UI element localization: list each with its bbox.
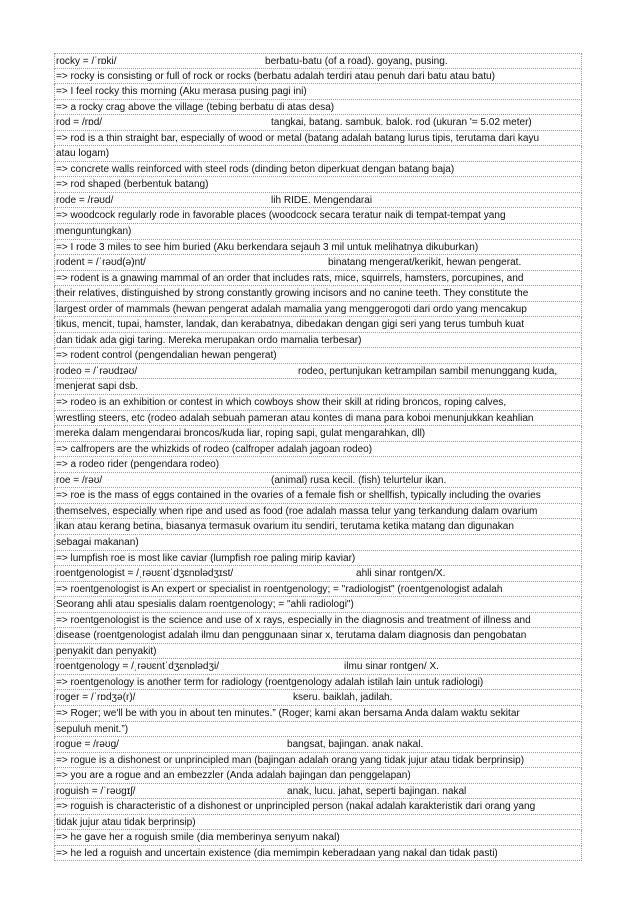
example-line: sepuluh menit.”) bbox=[54, 722, 582, 738]
headword-definition: ahli sinar rontgen/X. bbox=[356, 568, 446, 580]
headword-pronunciation: rodent = /ˈrəʊd(ə)nt/ bbox=[56, 257, 146, 269]
example-line: disease (roentgenologist adalah ilmu dan penggunaan sinar x, terutama dalam diagnosis dan pengobatan bbox=[54, 628, 582, 644]
entry-headword-line bbox=[54, 53, 582, 69]
example-line: themselves, especially when ripe and used as food (roe adalah massa telur yang terkandung dalam ovarium bbox=[54, 504, 582, 520]
example-line: menguntungkan) bbox=[54, 224, 582, 240]
example-line: => you are a rogue and an embezzler (Anda adalah bajingan dan penggelapan) bbox=[54, 768, 582, 784]
entry-headword-line bbox=[54, 193, 582, 209]
example-line: menjerat sapi dsb. bbox=[54, 379, 582, 395]
example-line: tikus, mencit, tupai, hamster, landak, dan kerabatnya, dibedakan dengan gigi seri yang terus tumbuh kuat bbox=[54, 317, 582, 333]
headword-pronunciation: rode = /rəʊd/ bbox=[56, 194, 114, 206]
example-line: tidak jujur atau tidak berprinsip) bbox=[54, 815, 582, 831]
headword-pronunciation: roentgenologist = /ˌrəʊɛntˈdʒɛnɒlədʒɪst/ bbox=[56, 568, 234, 580]
example-line: => rod shaped (berbentuk batang) bbox=[54, 177, 582, 193]
example-line: => I rode 3 miles to see him buried (Aku berkendara sejauh 3 mil untuk melihatnya dikuburkan) bbox=[54, 240, 582, 256]
example-line: mereka dalam mengendarai broncos/kuda liar, roping sapi, gulat mengarahkan, dll) bbox=[54, 426, 582, 442]
headword-pronunciation: rodeo = /ˈrəʊdɪəʊ/ bbox=[56, 365, 138, 377]
example-line: => calfropers are the whizkids of rodeo (calfroper adalah jagoan rodeo) bbox=[54, 442, 582, 458]
headword-pronunciation: rod = /rɒd/ bbox=[56, 117, 103, 129]
example-line: => roe is the mass of eggs contained in the ovaries of a female fish or shellfish, typically including the ovaries bbox=[54, 488, 582, 504]
headword-definition: berbatu-batu (of a road). goyang, pusing. bbox=[265, 56, 448, 67]
entry-headword-line bbox=[54, 659, 582, 675]
example-line: Seorang ahli atau spesialis dalam roentgenology; = "ahli radiologi") bbox=[54, 597, 582, 613]
headword-pronunciation: rogue = /rəʊɡ/ bbox=[56, 739, 119, 751]
example-line: => he gave her a roguish smile (dia memberinya senyum nakal) bbox=[54, 830, 582, 846]
entry-headword-line bbox=[54, 566, 582, 582]
entry-headword-line bbox=[54, 115, 582, 131]
headword-pronunciation: rocky = /ˈrɒki/ bbox=[56, 56, 117, 67]
example-line: wrestling steers, etc (rodeo adalah sebuah pameran atau kontes di mana para koboi menunjukkan keahlian bbox=[54, 411, 582, 427]
headword-pronunciation: roger = /ˈrɒdʒə(r)/ bbox=[56, 692, 136, 704]
entry-headword-line bbox=[54, 473, 582, 489]
example-line: => I feel rocky this morning (Aku merasa pusing pagi ini) bbox=[54, 84, 582, 100]
example-line: sebagai makanan) bbox=[54, 535, 582, 551]
entry-headword-line bbox=[54, 784, 582, 800]
dictionary-document bbox=[54, 53, 582, 861]
headword-definition: ilmu sinar rontgen/ X. bbox=[344, 661, 439, 673]
headword-definition: rodeo, pertunjukan ketrampilan sambil menunggang kuda, bbox=[298, 365, 558, 377]
headword-definition: lih RIDE. Mengendarai bbox=[271, 194, 373, 206]
example-line: => roguish is characteristic of a dishonest or unprincipled person (nakal adalah karakteristik dari orang yang bbox=[54, 799, 582, 815]
example-line: => rodeo is an exhibition or contest in which cowboys show their skill at riding broncos, roping calves, bbox=[54, 395, 582, 411]
headword-definition: kseru. baiklah, jadilah. bbox=[293, 692, 393, 704]
entry-headword-line bbox=[54, 690, 582, 706]
entry-headword-line bbox=[54, 737, 582, 753]
example-line: => rodent control (pengendalian hewan pengerat) bbox=[54, 348, 582, 364]
entry-headword-line bbox=[54, 255, 582, 271]
example-line: => rogue is a dishonest or unprincipled man (bajingan adalah orang yang tidak jujur atau tidak berprinsip) bbox=[54, 753, 582, 769]
example-line: => concrete walls reinforced with steel rods (dinding beton diperkuat dengan batang baja) bbox=[54, 162, 582, 178]
example-line: => a rodeo rider (pengendara rodeo) bbox=[54, 457, 582, 473]
headword-pronunciation: roentgenology = /ˌrəʊɛntˈdʒɛnɒlədʒi/ bbox=[56, 661, 219, 673]
headword-definition: (animal) rusa kecil. (fish) telurtelur ikan. bbox=[271, 474, 447, 486]
headword-pronunciation: roe = /rəʊ/ bbox=[56, 474, 103, 486]
entry-headword-line bbox=[54, 364, 582, 380]
example-line: => Roger; we'll be with you in about ten minutes.” (Roger; kami akan bersama Anda dalam waktu sekitar bbox=[54, 706, 582, 722]
example-line: => rodent is a gnawing mammal of an order that includes rats, mice, squirrels, hamsters, porcupines, and bbox=[54, 271, 582, 287]
example-line: penyakit dan penyakit) bbox=[54, 644, 582, 660]
example-line: => a rocky crag above the village (tebing berbatu di atas desa) bbox=[54, 100, 582, 116]
example-line: => roentgenologist is An expert or specialist in roentgenology; = "radiologist" (roentgenologist adalah bbox=[54, 582, 582, 598]
example-line: atau logam) bbox=[54, 146, 582, 162]
example-line: => woodcock regularly rode in favorable places (woodcock secara teratur naik di tempat-tempat yang bbox=[54, 208, 582, 224]
example-line: => he led a roguish and uncertain existence (dia memimpin keberadaan yang nakal dan tidak pasti) bbox=[54, 846, 582, 862]
example-line: => rod is a thin straight bar, especially of wood or metal (batang adalah batang lurus tipis, terutama dari kayu bbox=[54, 131, 582, 147]
headword-definition: tangkai, batang. sambuk. balok. rod (ukuran '= 5.02 meter) bbox=[271, 117, 532, 129]
headword-definition: bangsat, bajingan. anak nakal. bbox=[287, 739, 424, 751]
headword-definition: anak, lucu. jahat, seperti bajingan. nakal bbox=[287, 785, 467, 797]
example-line: => lumpfish roe is most like caviar (lumpfish roe paling mirip kaviar) bbox=[54, 551, 582, 567]
example-line: => roentgenologist is the science and use of x rays, especially in the diagnosis and treatment of illness and bbox=[54, 613, 582, 629]
example-line: largest order of mammals (hewan pengerat adalah mamalia yang menggerogoti dari ordo yang mencakup bbox=[54, 302, 582, 318]
headword-pronunciation: roguish = /ˈrəʊɡɪʃ/ bbox=[56, 785, 136, 797]
example-line: => roentgenology is another term for radiology (roentgenology adalah istilah lain untuk radiologi) bbox=[54, 675, 582, 691]
headword-definition: binatang mengerat/kerikit, hewan pengerat. bbox=[328, 257, 522, 269]
example-line: => rocky is consisting or full of rock or rocks (berbatu adalah terdiri atau penuh dari batu atau batu) bbox=[54, 69, 582, 85]
example-line: dan tidak ada gigi taring. Mereka merupakan ordo mamalia terbesar) bbox=[54, 333, 582, 349]
example-line: ikan atau kerang betina, biasanya termasuk ovarium itu sendiri, terutama ketika matang dan digunakan bbox=[54, 519, 582, 535]
example-line: their relatives, distinguished by strong constantly growing incisors and no canine teeth. They constitute the bbox=[54, 286, 582, 302]
